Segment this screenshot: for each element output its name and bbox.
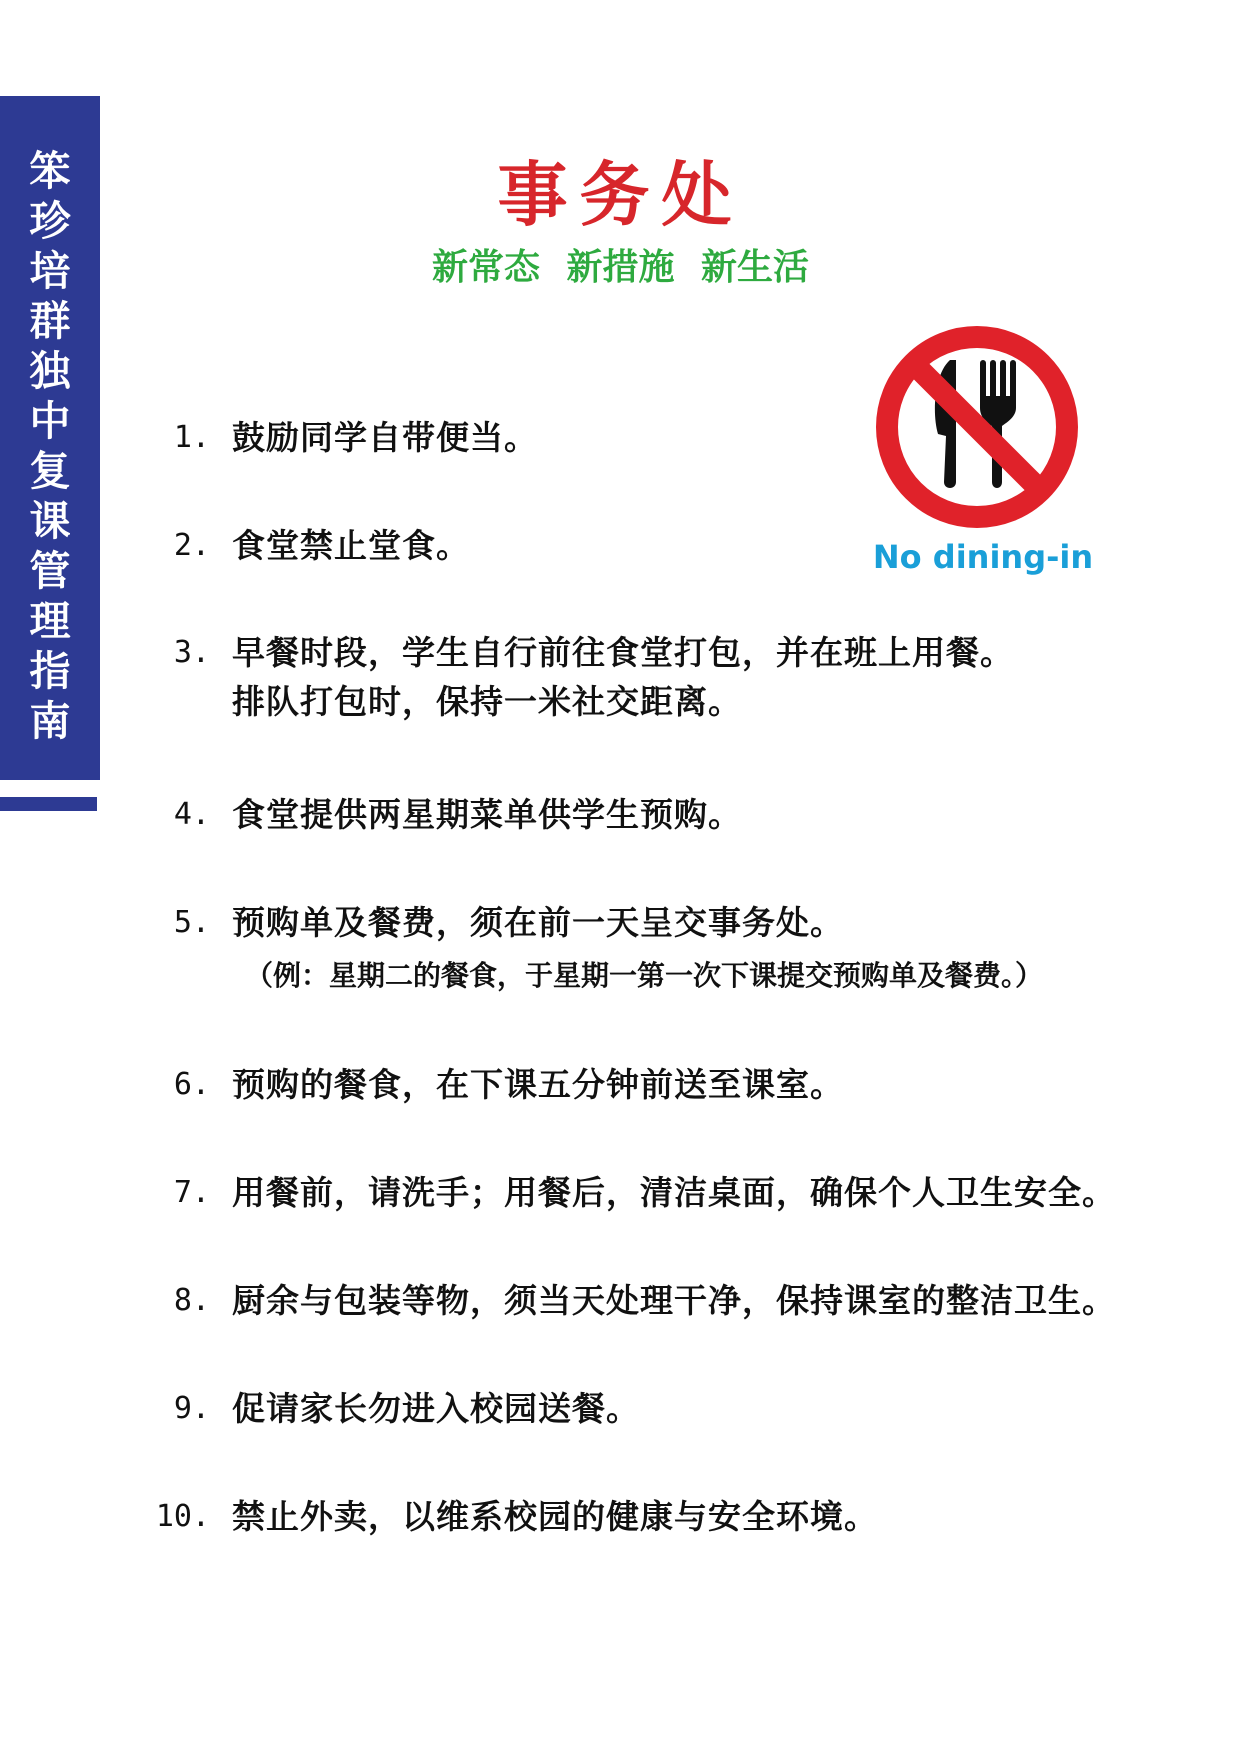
- sidebar-title-char: 南: [29, 697, 71, 745]
- sidebar-title-char: 理: [29, 597, 71, 645]
- rule-text: 促请家长勿进入校园送餐。: [232, 1389, 640, 1428]
- rule-number: 4.: [173, 797, 210, 832]
- rule-example-note: （例：星期二的餐食，于星期一第一次下课提交预购单及餐费。）: [245, 959, 1044, 992]
- rule-item-2: [0, 516, 1241, 576]
- rule-item-8: [0, 1271, 1241, 1331]
- rule-text: 用餐前，请洗手；用餐后，清洁桌面，确保个人卫生安全。: [232, 1173, 1116, 1212]
- rule-number: 6.: [173, 1067, 210, 1102]
- rule-text: 预购的餐食，在下课五分钟前送至课室。: [232, 1065, 844, 1104]
- page-subtitle: 新常态 新措施 新生活: [431, 247, 810, 288]
- sidebar-title-char: 独: [29, 347, 71, 395]
- page-title: 事务处: [497, 154, 744, 236]
- rule-number: 7.: [173, 1175, 210, 1210]
- rule-item-10: [0, 1487, 1241, 1547]
- rule-item-6: [0, 1055, 1241, 1115]
- rule-text: 鼓励同学自带便当。: [232, 418, 538, 457]
- rule-text: 食堂提供两星期菜单供学生预购。: [232, 795, 742, 834]
- sidebar-title-char: 珍: [29, 197, 71, 245]
- rule-text: 早餐时段，学生自行前往食堂打包，并在班上用餐。: [232, 633, 1014, 672]
- rule-number: 2.: [173, 528, 210, 563]
- sidebar-title-char: 笨: [29, 147, 71, 195]
- rule-item-5: [0, 893, 1241, 992]
- rule-number: 10.: [155, 1499, 210, 1534]
- rule-text: 食堂禁止堂食。: [232, 526, 470, 565]
- sidebar-title-char: 中: [29, 397, 71, 445]
- rule-number: 5.: [173, 905, 210, 940]
- rule-item-3: [0, 623, 1241, 721]
- sidebar-title-char: 指: [29, 647, 71, 695]
- sidebar-title-char: 复: [29, 447, 71, 495]
- rule-item-4: [0, 785, 1241, 845]
- sidebar-title-char: 课: [29, 497, 71, 545]
- rule-item-1: [0, 408, 1241, 468]
- rule-number: 3.: [173, 635, 210, 670]
- rule-text: 预购单及餐费，须在前一天呈交事务处。: [232, 903, 844, 942]
- rule-text: 禁止外卖，以维系校园的健康与安全环境。: [232, 1497, 878, 1536]
- rule-item-9: [0, 1379, 1241, 1439]
- sidebar-title-char: 群: [29, 297, 71, 345]
- rule-text: 厨余与包装等物，须当天处理干净，保持课室的整洁卫生。: [232, 1281, 1116, 1320]
- rule-number: 9.: [173, 1391, 210, 1426]
- rule-item-7: [0, 1163, 1241, 1223]
- no-dining-caption: No dining-in: [872, 538, 1094, 576]
- rule-number: 1.: [173, 420, 210, 455]
- sidebar-title-char: 培: [29, 247, 71, 295]
- rule-number: 8.: [173, 1283, 210, 1318]
- rule-text-continued: 排队打包时，保持一米社交距离。: [232, 682, 742, 721]
- sidebar-title-char: 管: [29, 547, 71, 595]
